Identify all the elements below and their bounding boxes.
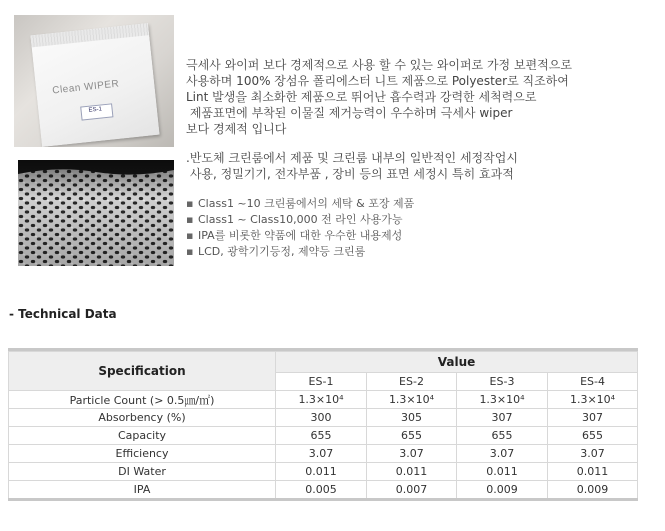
feature-item (186, 196, 414, 212)
usage-line: .반도체 크린룸에서 제품 및 크린룸 내부의 일반적인 세정작업시 (186, 151, 518, 165)
bullet-icon: ▪ (186, 229, 194, 242)
table-row (9, 445, 638, 463)
description-line: 사용하며 100% 장섬유 폴리에스터 니트 제품으로 Polyester로 직조하여 (186, 74, 569, 88)
cell-value: 3.07 (276, 445, 367, 463)
cell-value: 3.07 (548, 445, 638, 463)
bag-label (80, 103, 113, 120)
cell-value: 307 (457, 409, 548, 427)
cell-value: 305 (367, 409, 457, 427)
wiper-bag (30, 23, 159, 147)
model-header: ES-3 (457, 372, 548, 390)
cell-value: 1.3×10⁴ (367, 391, 457, 409)
cell-value: 655 (276, 427, 367, 445)
section-title: - Technical Data (9, 307, 117, 321)
feature-item (186, 228, 414, 244)
cell-value: 3.07 (367, 445, 457, 463)
bullet-icon: ▪ (186, 245, 194, 258)
cell-value: 0.011 (367, 463, 457, 481)
cell-value: 655 (548, 427, 638, 445)
table-row (9, 463, 638, 481)
row-label: IPA (9, 481, 276, 500)
value-header: Value (276, 352, 638, 373)
cell-value: 1.3×10⁴ (457, 391, 548, 409)
row-label: Absorbency (%) (9, 409, 276, 427)
feature-text: Class1 ~10 크린룸에서의 세탁 & 포장 제품 (198, 197, 415, 210)
table-row (9, 391, 638, 409)
fabric-texture (18, 160, 174, 266)
table-row (9, 409, 638, 427)
bullet-icon: ▪ (186, 197, 194, 210)
row-label: Capacity (9, 427, 276, 445)
bag-brand-text: Clean WIPER (51, 78, 120, 97)
cell-value: 300 (276, 409, 367, 427)
feature-text: IPA를 비롯한 약품에 대한 우수한 내용제성 (198, 229, 403, 242)
row-label: Efficiency (9, 445, 276, 463)
bag-seal (30, 23, 149, 47)
model-header: ES-4 (548, 372, 638, 390)
usage-description (186, 150, 656, 182)
cell-value: 0.005 (276, 481, 367, 500)
usage-line: 사용, 정밀기기, 전자부품 , 장비 등의 표면 세정시 특히 효과적 (186, 167, 514, 181)
product-package-image (14, 15, 174, 147)
feature-text: LCD, 광학기기등정, 제약등 크린룸 (198, 245, 366, 258)
feature-text: Class1 ~ Class10,000 전 라인 사용가능 (198, 213, 403, 226)
row-label: Particle Count (> 0.5㎛/㎡) (9, 391, 276, 409)
cell-value: 655 (457, 427, 548, 445)
cell-value: 0.009 (457, 481, 548, 500)
cell-value: 1.3×10⁴ (276, 391, 367, 409)
table-row (9, 481, 638, 500)
fabric-texture-image (18, 160, 174, 266)
bullet-icon: ▪ (186, 213, 194, 226)
feature-list (186, 196, 414, 260)
specification-header: Specification (9, 352, 276, 391)
row-label: DI Water (9, 463, 276, 481)
cell-value: 307 (548, 409, 638, 427)
table-header-row (9, 352, 638, 373)
cell-value: 0.009 (548, 481, 638, 500)
description-line: 제품표면에 부착된 이물질 제거능력이 우수하며 극세사 wiper (186, 106, 513, 120)
table-row (9, 427, 638, 445)
description-line: Lint 발생을 최소화한 제품으로 뛰어난 흡수력과 강력한 세척력으로 (186, 90, 537, 104)
table-bottom-rule (9, 500, 638, 502)
bag-label-text: ES-1 (88, 106, 103, 114)
cell-value: 0.007 (367, 481, 457, 500)
cell-value: 3.07 (457, 445, 548, 463)
cell-value: 0.011 (548, 463, 638, 481)
feature-item (186, 244, 414, 260)
technical-data-table (8, 348, 638, 501)
description-line: 보다 경제적 입니다 (186, 122, 287, 136)
description-line: 극세사 와이퍼 보다 경제적으로 사용 할 수 있는 와이퍼로 가정 보편적으로 (186, 58, 572, 72)
cell-value: 0.011 (457, 463, 548, 481)
cell-value: 655 (367, 427, 457, 445)
cell-value: 1.3×10⁴ (548, 391, 638, 409)
model-header: ES-2 (367, 372, 457, 390)
feature-item (186, 212, 414, 228)
product-description (186, 57, 656, 137)
model-header: ES-1 (276, 372, 367, 390)
cell-value: 0.011 (276, 463, 367, 481)
